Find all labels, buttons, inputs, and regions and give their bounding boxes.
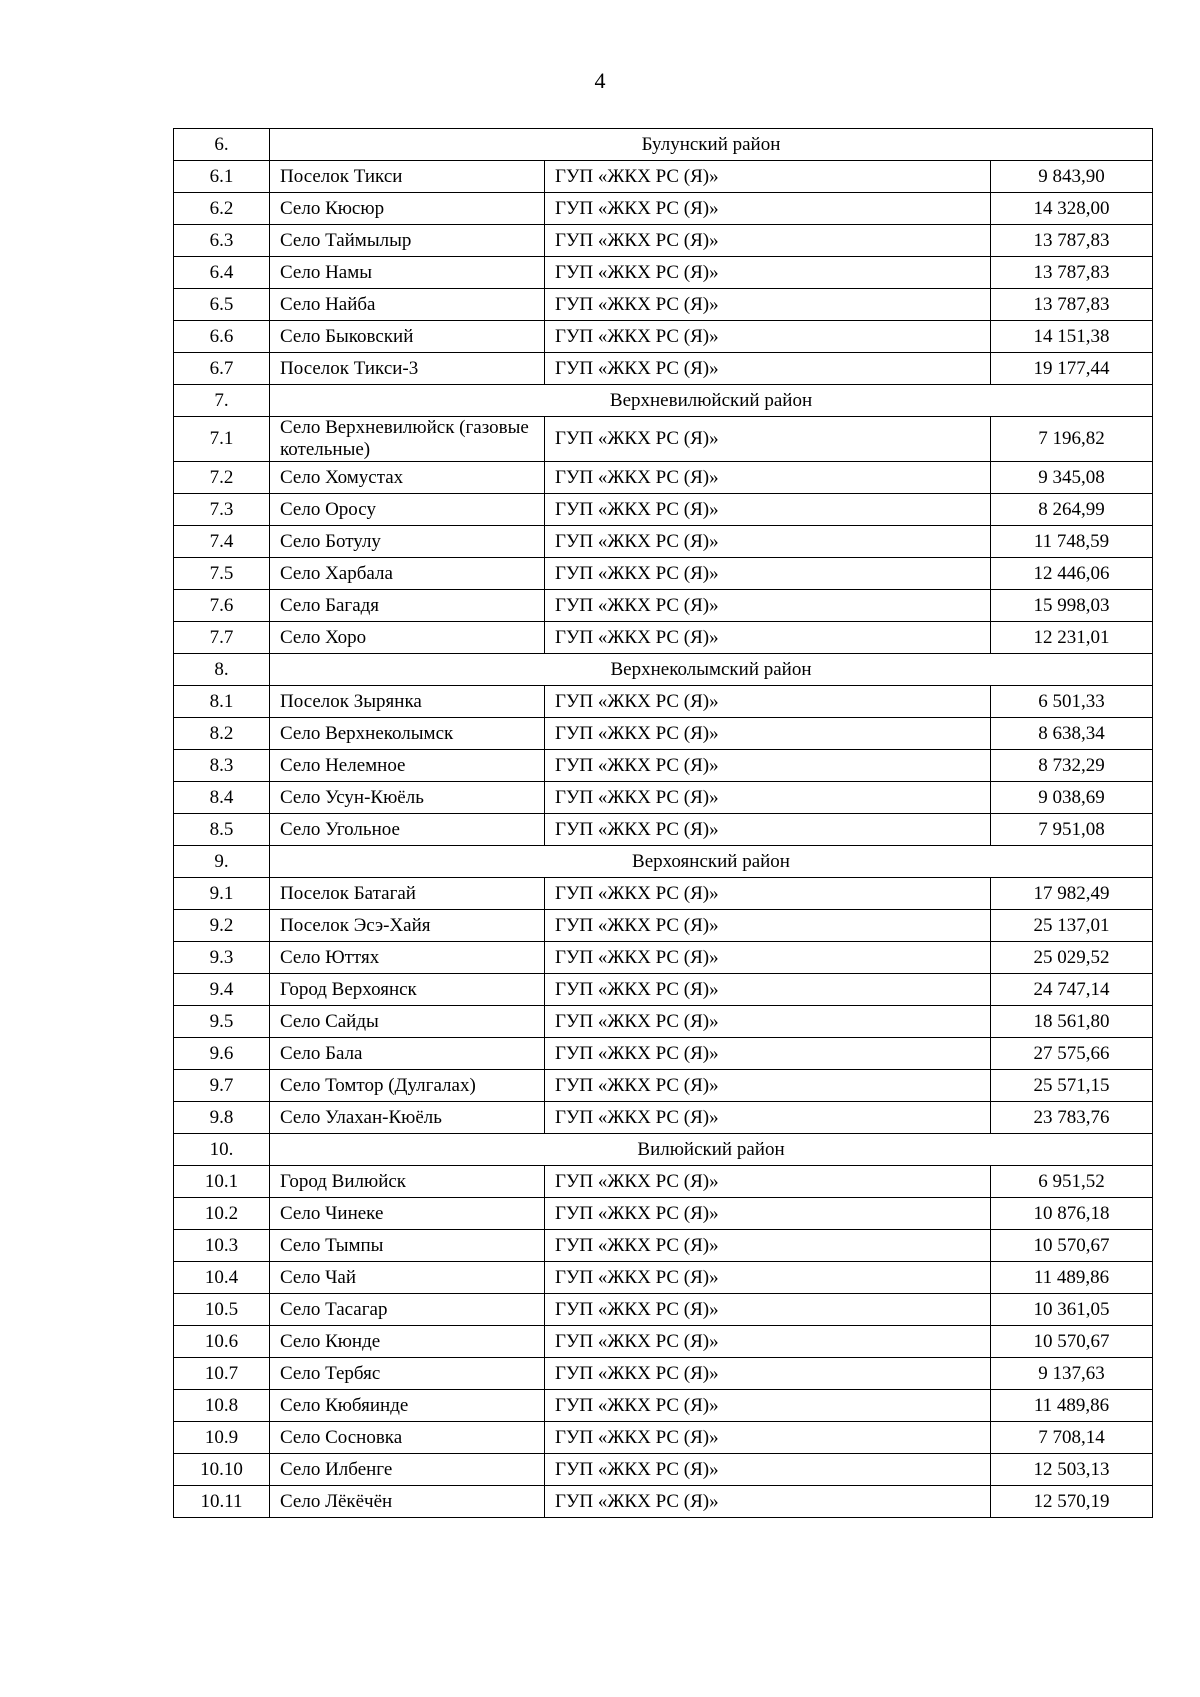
settlement-name: Поселок Батагай [270, 878, 545, 910]
row-number: 7.6 [174, 590, 270, 622]
organization-name: ГУП «ЖКХ РС (Я)» [545, 558, 991, 590]
tariff-value: 7 708,14 [991, 1422, 1153, 1454]
section-number: 9. [174, 846, 270, 878]
tariff-value: 8 638,34 [991, 718, 1153, 750]
table-row [174, 1486, 1153, 1518]
organization-name: ГУП «ЖКХ РС (Я)» [545, 257, 991, 289]
table-row [174, 257, 1153, 289]
organization-name: ГУП «ЖКХ РС (Я)» [545, 321, 991, 353]
organization-name: ГУП «ЖКХ РС (Я)» [545, 814, 991, 846]
table-row [174, 353, 1153, 385]
tariff-value: 13 787,83 [991, 289, 1153, 321]
tariff-value: 12 231,01 [991, 622, 1153, 654]
settlement-name: Село Оросу [270, 494, 545, 526]
table-row [174, 1006, 1153, 1038]
settlement-name: Село Кюсюр [270, 193, 545, 225]
row-number: 7.5 [174, 558, 270, 590]
settlement-name: Село Бала [270, 1038, 545, 1070]
table-row [174, 417, 1153, 462]
tariff-value: 10 876,18 [991, 1198, 1153, 1230]
tariff-value: 24 747,14 [991, 974, 1153, 1006]
settlement-name: Село Чай [270, 1262, 545, 1294]
table-row [174, 161, 1153, 193]
row-number: 9.2 [174, 910, 270, 942]
settlement-name: Село Кюбяинде [270, 1390, 545, 1422]
row-number: 6.2 [174, 193, 270, 225]
row-number: 10.9 [174, 1422, 270, 1454]
district-header-row [174, 129, 1153, 161]
organization-name: ГУП «ЖКХ РС (Я)» [545, 353, 991, 385]
table-row [174, 590, 1153, 622]
settlement-name: Село Томтор (Дулгалах) [270, 1070, 545, 1102]
organization-name: ГУП «ЖКХ РС (Я)» [545, 1038, 991, 1070]
district-name: Булунский район [270, 129, 1153, 161]
table-row [174, 193, 1153, 225]
organization-name: ГУП «ЖКХ РС (Я)» [545, 462, 991, 494]
settlement-name: Село Верхневилюйск (газовые котельные) [270, 417, 545, 462]
tariff-value: 9 038,69 [991, 782, 1153, 814]
settlement-name: Город Верхоянск [270, 974, 545, 1006]
organization-name: ГУП «ЖКХ РС (Я)» [545, 590, 991, 622]
table-row [174, 1070, 1153, 1102]
table-row [174, 321, 1153, 353]
row-number: 9.4 [174, 974, 270, 1006]
tariff-value: 9 345,08 [991, 462, 1153, 494]
tariff-value: 9 137,63 [991, 1358, 1153, 1390]
tariff-value: 13 787,83 [991, 225, 1153, 257]
tariff-value: 6 951,52 [991, 1166, 1153, 1198]
settlement-name: Село Нелемное [270, 750, 545, 782]
settlement-name: Село Намы [270, 257, 545, 289]
table-row [174, 289, 1153, 321]
organization-name: ГУП «ЖКХ РС (Я)» [545, 225, 991, 257]
table-row [174, 878, 1153, 910]
table-row [174, 782, 1153, 814]
settlement-name: Поселок Тикси [270, 161, 545, 193]
organization-name: ГУП «ЖКХ РС (Я)» [545, 161, 991, 193]
settlement-name: Село Тербяс [270, 1358, 545, 1390]
settlement-name: Село Илбенге [270, 1454, 545, 1486]
settlement-name: Село Быковский [270, 321, 545, 353]
tariff-value: 11 489,86 [991, 1262, 1153, 1294]
table-row [174, 1326, 1153, 1358]
organization-name: ГУП «ЖКХ РС (Я)» [545, 1006, 991, 1038]
organization-name: ГУП «ЖКХ РС (Я)» [545, 750, 991, 782]
row-number: 10.10 [174, 1454, 270, 1486]
district-name: Верхнеколымский район [270, 654, 1153, 686]
row-number: 7.7 [174, 622, 270, 654]
row-number: 8.2 [174, 718, 270, 750]
row-number: 6.6 [174, 321, 270, 353]
table-row [174, 462, 1153, 494]
organization-name: ГУП «ЖКХ РС (Я)» [545, 1166, 991, 1198]
table-row [174, 1230, 1153, 1262]
row-number: 10.4 [174, 1262, 270, 1294]
organization-name: ГУП «ЖКХ РС (Я)» [545, 1198, 991, 1230]
table-row [174, 1294, 1153, 1326]
settlement-name: Город Вилюйск [270, 1166, 545, 1198]
district-name: Вилюйский район [270, 1134, 1153, 1166]
organization-name: ГУП «ЖКХ РС (Я)» [545, 974, 991, 1006]
organization-name: ГУП «ЖКХ РС (Я)» [545, 193, 991, 225]
row-number: 8.5 [174, 814, 270, 846]
settlement-name: Село Хоро [270, 622, 545, 654]
row-number: 10.2 [174, 1198, 270, 1230]
table-row [174, 910, 1153, 942]
row-number: 6.1 [174, 161, 270, 193]
settlement-name: Село Тасагар [270, 1294, 545, 1326]
tariff-value: 19 177,44 [991, 353, 1153, 385]
table-body [174, 129, 1153, 1518]
tariff-value: 12 446,06 [991, 558, 1153, 590]
settlement-name: Село Сайды [270, 1006, 545, 1038]
organization-name: ГУП «ЖКХ РС (Я)» [545, 1070, 991, 1102]
row-number: 10.1 [174, 1166, 270, 1198]
organization-name: ГУП «ЖКХ РС (Я)» [545, 622, 991, 654]
table-row [174, 1358, 1153, 1390]
tariff-value: 8 732,29 [991, 750, 1153, 782]
settlement-name: Село Ботулу [270, 526, 545, 558]
settlement-name: Село Угольное [270, 814, 545, 846]
district-name: Верхоянский район [270, 846, 1153, 878]
row-number: 10.5 [174, 1294, 270, 1326]
row-number: 10.6 [174, 1326, 270, 1358]
row-number: 8.1 [174, 686, 270, 718]
page-number: 4 [594, 68, 606, 93]
tariff-value: 12 570,19 [991, 1486, 1153, 1518]
organization-name: ГУП «ЖКХ РС (Я)» [545, 686, 991, 718]
row-number: 9.8 [174, 1102, 270, 1134]
district-header-row [174, 846, 1153, 878]
organization-name: ГУП «ЖКХ РС (Я)» [545, 878, 991, 910]
district-header-row [174, 385, 1153, 417]
tariff-value: 17 982,49 [991, 878, 1153, 910]
tariff-value: 7 196,82 [991, 417, 1153, 462]
district-header-row [174, 654, 1153, 686]
organization-name: ГУП «ЖКХ РС (Я)» [545, 1422, 991, 1454]
tariff-value: 12 503,13 [991, 1454, 1153, 1486]
row-number: 9.5 [174, 1006, 270, 1038]
section-number: 7. [174, 385, 270, 417]
row-number: 10.7 [174, 1358, 270, 1390]
row-number: 9.3 [174, 942, 270, 974]
row-number: 7.1 [174, 417, 270, 462]
organization-name: ГУП «ЖКХ РС (Я)» [545, 417, 991, 462]
table-row [174, 526, 1153, 558]
settlement-name: Село Харбала [270, 558, 545, 590]
organization-name: ГУП «ЖКХ РС (Я)» [545, 289, 991, 321]
table-row [174, 1422, 1153, 1454]
organization-name: ГУП «ЖКХ РС (Я)» [545, 494, 991, 526]
table-row [174, 225, 1153, 257]
tariff-value: 9 843,90 [991, 161, 1153, 193]
section-number: 6. [174, 129, 270, 161]
row-number: 6.4 [174, 257, 270, 289]
settlement-name: Село Найба [270, 289, 545, 321]
table-row [174, 494, 1153, 526]
tariff-value: 10 570,67 [991, 1230, 1153, 1262]
row-number: 8.3 [174, 750, 270, 782]
tariff-value: 8 264,99 [991, 494, 1153, 526]
settlement-name: Село Лёкёчён [270, 1486, 545, 1518]
row-number: 10.11 [174, 1486, 270, 1518]
row-number: 8.4 [174, 782, 270, 814]
organization-name: ГУП «ЖКХ РС (Я)» [545, 1262, 991, 1294]
tariff-value: 27 575,66 [991, 1038, 1153, 1070]
organization-name: ГУП «ЖКХ РС (Я)» [545, 910, 991, 942]
tariff-value: 15 998,03 [991, 590, 1153, 622]
table-row [174, 750, 1153, 782]
settlement-name: Село Тымпы [270, 1230, 545, 1262]
tariff-value: 23 783,76 [991, 1102, 1153, 1134]
row-number: 10.3 [174, 1230, 270, 1262]
settlement-name: Село Верхнеколымск [270, 718, 545, 750]
tariff-value: 25 029,52 [991, 942, 1153, 974]
settlement-name: Село Улахан-Кюёль [270, 1102, 545, 1134]
district-header-row [174, 1134, 1153, 1166]
tariff-value: 14 151,38 [991, 321, 1153, 353]
tariff-value: 6 501,33 [991, 686, 1153, 718]
row-number: 6.5 [174, 289, 270, 321]
tariff-value: 11 748,59 [991, 526, 1153, 558]
tariff-value: 18 561,80 [991, 1006, 1153, 1038]
table-row [174, 718, 1153, 750]
table-row [174, 1038, 1153, 1070]
settlement-name: Село Сосновка [270, 1422, 545, 1454]
tariff-value: 7 951,08 [991, 814, 1153, 846]
row-number: 9.6 [174, 1038, 270, 1070]
table-row [174, 686, 1153, 718]
organization-name: ГУП «ЖКХ РС (Я)» [545, 1326, 991, 1358]
settlement-name: Поселок Эсэ-Хайя [270, 910, 545, 942]
organization-name: ГУП «ЖКХ РС (Я)» [545, 526, 991, 558]
row-number: 7.2 [174, 462, 270, 494]
row-number: 7.3 [174, 494, 270, 526]
row-number: 10.8 [174, 1390, 270, 1422]
organization-name: ГУП «ЖКХ РС (Я)» [545, 1454, 991, 1486]
organization-name: ГУП «ЖКХ РС (Я)» [545, 1230, 991, 1262]
table-row [174, 942, 1153, 974]
organization-name: ГУП «ЖКХ РС (Я)» [545, 718, 991, 750]
settlement-name: Село Кюнде [270, 1326, 545, 1358]
tariff-value: 14 328,00 [991, 193, 1153, 225]
section-number: 10. [174, 1134, 270, 1166]
organization-name: ГУП «ЖКХ РС (Я)» [545, 1102, 991, 1134]
table-row [174, 558, 1153, 590]
settlement-name: Село Таймылыр [270, 225, 545, 257]
row-number: 9.1 [174, 878, 270, 910]
organization-name: ГУП «ЖКХ РС (Я)» [545, 1486, 991, 1518]
settlement-name: Село Юттях [270, 942, 545, 974]
table-row [174, 1262, 1153, 1294]
tariff-value: 11 489,86 [991, 1390, 1153, 1422]
table-row [174, 1454, 1153, 1486]
table-row [174, 1390, 1153, 1422]
table-row [174, 814, 1153, 846]
row-number: 6.3 [174, 225, 270, 257]
table-row [174, 622, 1153, 654]
settlement-name: Село Чинеке [270, 1198, 545, 1230]
settlement-name: Поселок Зырянка [270, 686, 545, 718]
organization-name: ГУП «ЖКХ РС (Я)» [545, 1390, 991, 1422]
organization-name: ГУП «ЖКХ РС (Я)» [545, 942, 991, 974]
organization-name: ГУП «ЖКХ РС (Я)» [545, 1294, 991, 1326]
table-row [174, 1198, 1153, 1230]
section-number: 8. [174, 654, 270, 686]
settlement-name: Село Хомустах [270, 462, 545, 494]
organization-name: ГУП «ЖКХ РС (Я)» [545, 782, 991, 814]
settlement-name: Село Усун-Кюёль [270, 782, 545, 814]
tariff-value: 13 787,83 [991, 257, 1153, 289]
settlement-name: Село Багадя [270, 590, 545, 622]
row-number: 7.4 [174, 526, 270, 558]
settlement-name: Поселок Тикси-3 [270, 353, 545, 385]
district-name: Верхневилюйский район [270, 385, 1153, 417]
tariff-value: 25 571,15 [991, 1070, 1153, 1102]
row-number: 6.7 [174, 353, 270, 385]
table-row [174, 974, 1153, 1006]
tariff-value: 25 137,01 [991, 910, 1153, 942]
table-row [174, 1102, 1153, 1134]
organization-name: ГУП «ЖКХ РС (Я)» [545, 1358, 991, 1390]
tariff-value: 10 361,05 [991, 1294, 1153, 1326]
tariff-value: 10 570,67 [991, 1326, 1153, 1358]
table-row [174, 1166, 1153, 1198]
tariff-table [173, 128, 1153, 1518]
row-number: 9.7 [174, 1070, 270, 1102]
